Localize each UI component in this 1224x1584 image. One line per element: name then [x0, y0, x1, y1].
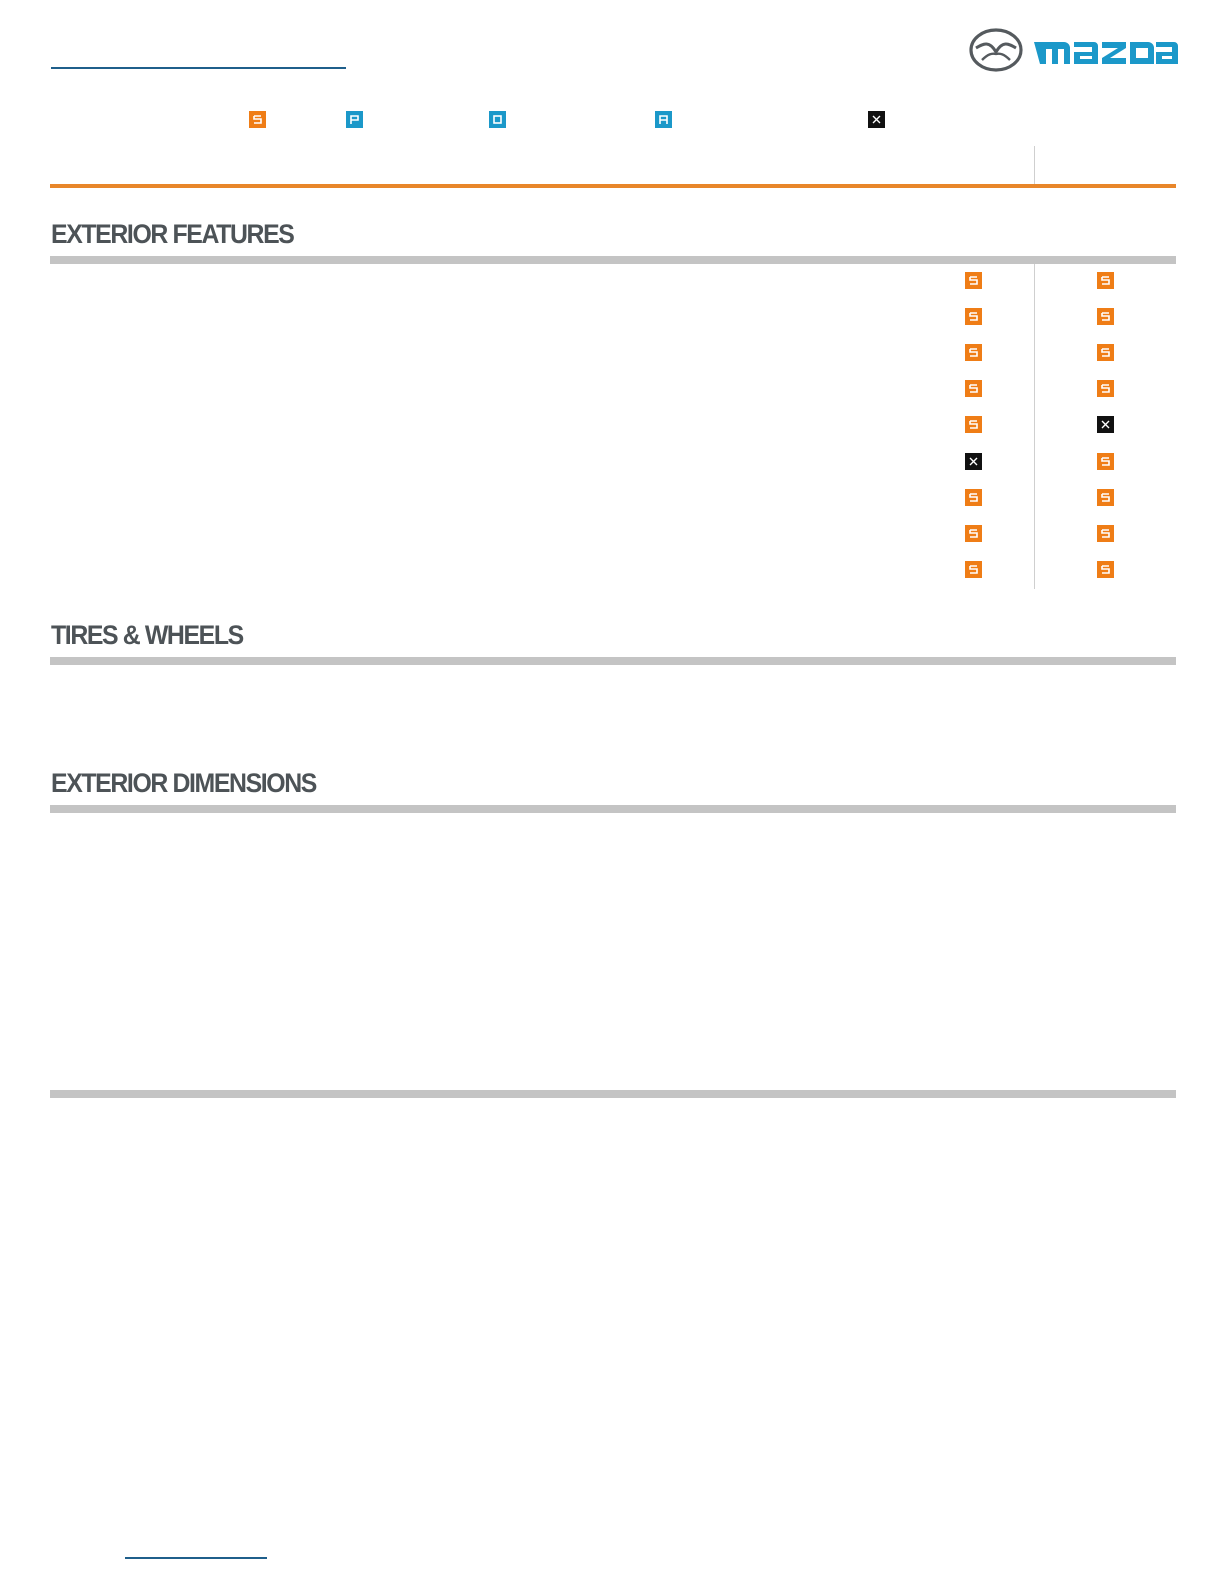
section-rule — [50, 657, 1176, 665]
standard-badge-icon — [1097, 308, 1114, 325]
section-title-exterior-dimensions: EXTERIOR DIMENSIONS — [51, 768, 317, 798]
package-badge-icon — [346, 111, 363, 128]
not-available-badge-icon — [965, 453, 982, 470]
section-rule — [50, 805, 1176, 813]
header-orange-rule — [50, 184, 1176, 188]
standard-badge-icon — [965, 561, 982, 578]
standard-badge-icon — [965, 380, 982, 397]
section-title-tires-wheels: TIRES & WHEELS — [51, 620, 243, 650]
standard-badge-icon — [965, 489, 982, 506]
section-rule — [50, 256, 1176, 264]
accessory-badge-icon — [655, 111, 672, 128]
standard-badge-icon — [1097, 525, 1114, 542]
standard-badge-icon — [965, 308, 982, 325]
column-divider — [1034, 146, 1035, 186]
footer-link-underline[interactable] — [125, 1557, 267, 1559]
standard-badge-icon — [1097, 272, 1114, 289]
standard-badge-icon — [1097, 489, 1114, 506]
standard-badge-icon — [249, 111, 266, 128]
standard-badge-icon — [965, 416, 982, 433]
standard-badge-icon — [1097, 453, 1114, 470]
standard-badge-icon — [1097, 344, 1114, 361]
table-column-divider — [1034, 264, 1035, 589]
header-link-underline[interactable] — [51, 67, 346, 69]
standard-badge-icon — [965, 272, 982, 289]
not-available-badge-icon — [868, 111, 885, 128]
not-available-badge-icon — [1097, 416, 1114, 433]
mazda-logo — [968, 26, 1178, 74]
mazda-emblem-icon — [968, 26, 1178, 74]
standard-badge-icon — [965, 525, 982, 542]
section-title-exterior-features: EXTERIOR FEATURES — [51, 219, 294, 249]
standard-badge-icon — [1097, 380, 1114, 397]
standard-badge-icon — [965, 344, 982, 361]
standard-badge-icon — [1097, 561, 1114, 578]
option-badge-icon — [489, 111, 506, 128]
section-rule-bottom — [50, 1090, 1176, 1098]
